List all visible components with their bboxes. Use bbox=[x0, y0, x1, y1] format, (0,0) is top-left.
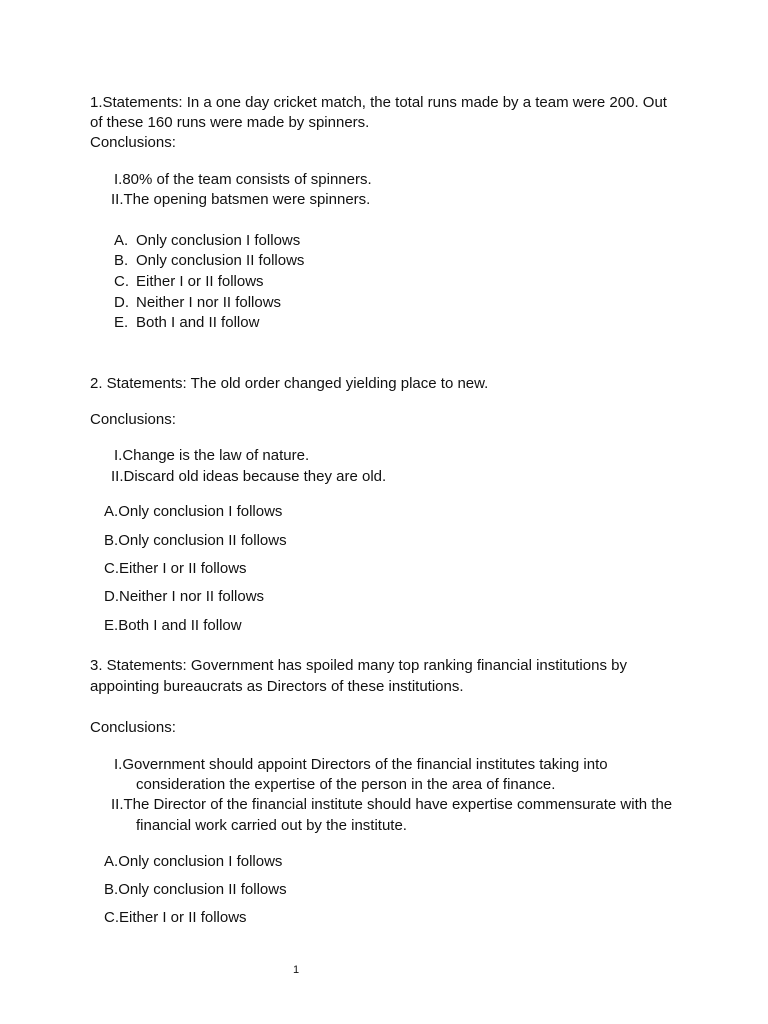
option-letter: C. bbox=[104, 909, 119, 926]
option-letter: C. bbox=[104, 560, 119, 577]
option-text: Only conclusion II follows bbox=[118, 532, 287, 549]
question-3-conclusion-1-line-1 bbox=[114, 755, 608, 775]
option-letter: D. bbox=[104, 588, 119, 605]
question-1-conclusions-label: Conclusions: bbox=[90, 134, 176, 151]
question-3-conclusions-label: Conclusions: bbox=[90, 719, 176, 736]
option-text: Either I or II follows bbox=[119, 909, 247, 926]
question-2-statement-line-1: 2. Statements: The old order changed yielding place to new. bbox=[90, 375, 489, 392]
question-3-conclusion-2-line-1 bbox=[111, 795, 672, 815]
option-text: Neither I nor II follows bbox=[119, 588, 265, 605]
option-text: Both I and II follow bbox=[118, 617, 242, 634]
option-letter: B. bbox=[104, 532, 119, 549]
question-2-option-e bbox=[104, 616, 242, 636]
question-3-option-b bbox=[104, 880, 287, 900]
conclusion-numeral: I. bbox=[114, 171, 123, 188]
question-2-conclusion-1 bbox=[114, 446, 309, 466]
question-3-statement-line-1: 3. Statements: Government has spoiled many top ranking financial institutions by bbox=[90, 657, 627, 674]
conclusion-numeral: I. bbox=[114, 756, 123, 773]
conclusion-numeral: II. bbox=[111, 468, 124, 485]
conclusion-text: Discard old ideas because they are old. bbox=[123, 468, 387, 485]
question-3-conclusion-2-line-2: financial work carried out by the institute. bbox=[136, 817, 407, 834]
question-2-option-d bbox=[104, 587, 264, 607]
question-1-option-e-text: Both I and II follow bbox=[136, 314, 260, 331]
conclusion-numeral: II. bbox=[111, 796, 124, 813]
option-text: Only conclusion II follows bbox=[118, 881, 287, 898]
question-3-option-a bbox=[104, 852, 282, 872]
question-2-option-b bbox=[104, 531, 287, 551]
question-1-conclusion-2 bbox=[111, 190, 370, 210]
question-1-option-d-text: Neither I nor II follows bbox=[136, 294, 282, 311]
question-1-statement-line-2: of these 160 runs were made by spinners. bbox=[90, 114, 370, 131]
question-3-option-c bbox=[104, 908, 247, 928]
question-2-option-a bbox=[104, 502, 282, 522]
question-2-conclusions-label: Conclusions: bbox=[90, 411, 176, 428]
page-number: 1 bbox=[293, 964, 300, 976]
option-text: Only conclusion I follows bbox=[118, 503, 283, 520]
question-1-conclusion-1 bbox=[114, 170, 372, 190]
conclusion-text: Change is the law of nature. bbox=[122, 447, 310, 464]
option-letter: B. bbox=[104, 881, 119, 898]
question-1-option-d-letter: D. bbox=[114, 294, 129, 311]
option-text: Only conclusion I follows bbox=[118, 853, 283, 870]
question-1-option-b-text: Only conclusion II follows bbox=[136, 252, 305, 269]
question-2-option-c bbox=[104, 559, 247, 579]
conclusion-text: The Director of the financial institute should have expertise commensurate with the bbox=[123, 796, 673, 813]
question-1-option-a-letter: A. bbox=[114, 232, 129, 249]
option-text: Either I or II follows bbox=[119, 560, 247, 577]
option-letter: A. bbox=[104, 503, 119, 520]
question-1-option-b-letter: B. bbox=[114, 252, 129, 269]
question-1-statement-line-1: 1.Statements: In a one day cricket match, the total runs made by a team were 200. Out bbox=[90, 94, 667, 111]
conclusion-numeral: I. bbox=[114, 447, 123, 464]
option-letter: A. bbox=[104, 853, 119, 870]
question-1-option-e-letter: E. bbox=[114, 314, 129, 331]
conclusion-numeral: II. bbox=[111, 191, 124, 208]
question-1-option-c-text: Either I or II follows bbox=[136, 273, 264, 290]
question-2-conclusion-2 bbox=[111, 467, 386, 487]
question-1-option-c-letter: C. bbox=[114, 273, 129, 290]
question-1-option-a-text: Only conclusion I follows bbox=[136, 232, 301, 249]
conclusion-text: 80% of the team consists of spinners. bbox=[122, 171, 372, 188]
conclusion-text: The opening batsmen were spinners. bbox=[123, 191, 371, 208]
option-letter: E. bbox=[104, 617, 119, 634]
question-3-conclusion-1-line-2: consideration the expertise of the person in the area of finance. bbox=[136, 776, 556, 793]
question-3-statement-line-2: appointing bureaucrats as Directors of these institutions. bbox=[90, 678, 464, 695]
conclusion-text: Government should appoint Directors of the financial institutes taking into bbox=[122, 756, 608, 773]
